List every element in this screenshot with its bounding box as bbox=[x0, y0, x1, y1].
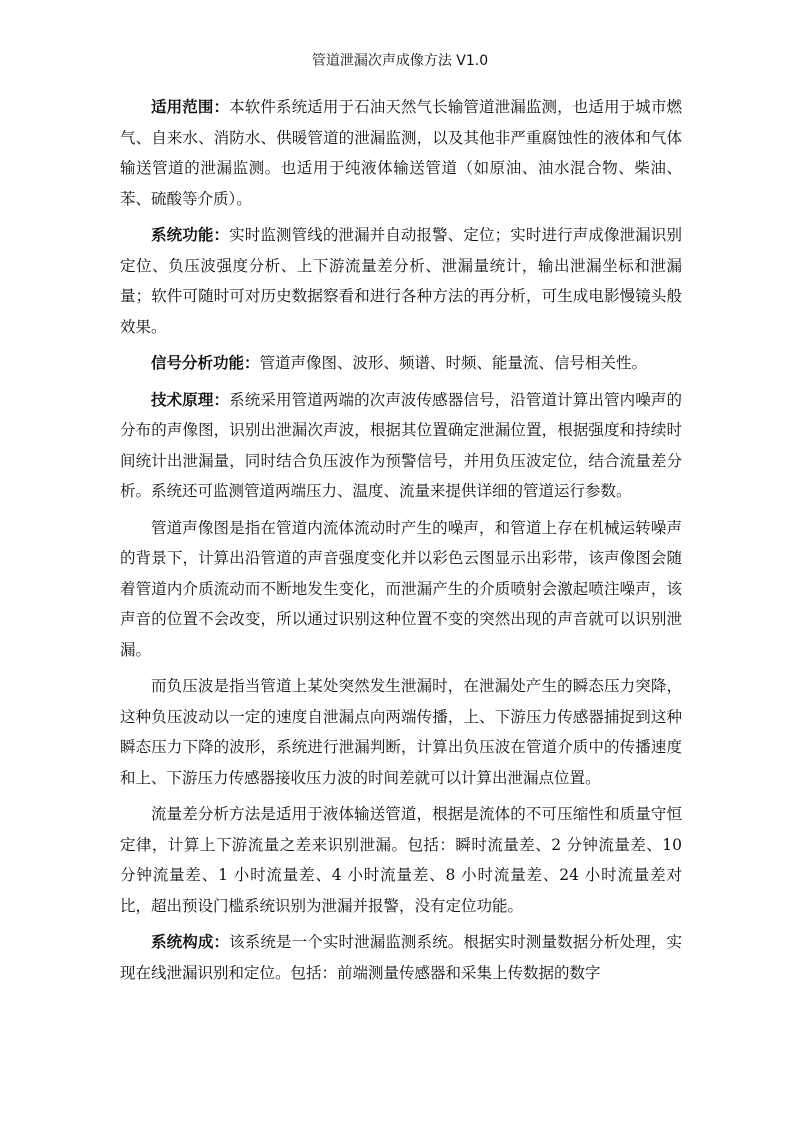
paragraph-text: 流量差分析方法是适用于液体输送管道，根据是流体的不可压缩性和质量守恒定律，计算上下游流量之差来识别泄漏。包括：瞬时流量差、2 分钟流量差、10 分钟流量差、1 小时流量差、4 小时流量差、8 小时流量差、24 小时流量差对比，超出预设门槛系统识别为泄漏并报警，没有定位功能。 bbox=[120, 805, 682, 915]
paragraph-label: 信号分析功能： bbox=[151, 354, 260, 372]
paragraph-text: 而负压波是指当管道上某处突然发生泄漏时，在泄漏处产生的瞬态压力突降，这种负压波动以一定的速度自泄漏点向两端传播，上、下游压力传感器捕捉到这种瞬态压力下降的波形，系统进行泄漏判断，计算出负压波在管道介质中的传播速度和上、下游压力传感器接收压力波的时间差就可以计算出泄漏点位置。 bbox=[120, 677, 682, 787]
paragraph-label: 系统功能： bbox=[151, 226, 230, 244]
paragraph-label: 适用范围： bbox=[151, 98, 230, 116]
paragraph-flow-difference bbox=[120, 799, 682, 921]
paragraph-text: 管道声像图是指在管道内流体流动时产生的噪声，和管道上存在机械运转噪声的背景下，计算出沿管道的声音强度变化并以彩色云图显示出彩带，该声像图会随着管道内介质流动而不断地发生变化，而泄漏产生的介质喷射会激起喷注噪声，该声音的位置不会改变，所以通过识别这种位置不变的突然出现的声音就可以识别泄漏。 bbox=[120, 518, 682, 659]
paragraph-text: 系统采用管道两端的次声波传感器信号，沿管道计算出管内噪声的分布的声像图，识别出泄漏次声波，根据其位置确定泄漏位置，根据强度和持续时间统计出泄漏量，同时结合负压波作为预警信号，并用负压波定位，结合流量差分析。系统还可监测管道两端压力、温度、流量来提供详细的管道运行参数。 bbox=[120, 390, 682, 500]
document-body bbox=[120, 92, 682, 994]
paragraph-principle bbox=[120, 385, 682, 507]
paragraph-signal-analysis bbox=[120, 348, 682, 379]
paragraph-text: 管道声像图、波形、频谱、时频、能量流、信号相关性。 bbox=[259, 354, 648, 372]
paragraph-functions bbox=[120, 220, 682, 342]
paragraph-negative-pressure-wave bbox=[120, 671, 682, 793]
paragraph-system-composition bbox=[120, 927, 682, 988]
page-title: 管道泄漏次声成像方法 V1.0 bbox=[311, 53, 489, 69]
paragraph-scope bbox=[120, 92, 682, 214]
paragraph-label: 系统构成： bbox=[151, 933, 230, 951]
paragraph-text: 本软件系统适用于石油天然气长输管道泄漏监测，也适用于城市燃气、自来水、消防水、供暖管道的泄漏监测，以及其他非严重腐蚀性的液体和气体输送管道的泄漏监测。也适用于纯液体输送管道（如原油、油水混合物、柴油、苯、硫酸等介质）。 bbox=[120, 98, 682, 208]
paragraph-text: 该系统是一个实时泄漏监测系统。根据实时测量数据分析处理，实现在线泄漏识别和定位。包括：前端测量传感器和采集上传数据的数字 bbox=[120, 933, 682, 982]
paragraph-label: 技术原理： bbox=[151, 390, 230, 409]
paragraph-acoustic-image bbox=[120, 513, 682, 666]
paragraph-text: 实时监测管线的泄漏并自动报警、定位；实时进行声成像泄漏识别定位、负压波强度分析、上下游流量差分析、泄漏量统计，输出泄漏坐标和泄漏量；软件可随时可对历史数据察看和进行各种方法的再分析，可生成电影慢镜头般效果。 bbox=[120, 226, 682, 336]
